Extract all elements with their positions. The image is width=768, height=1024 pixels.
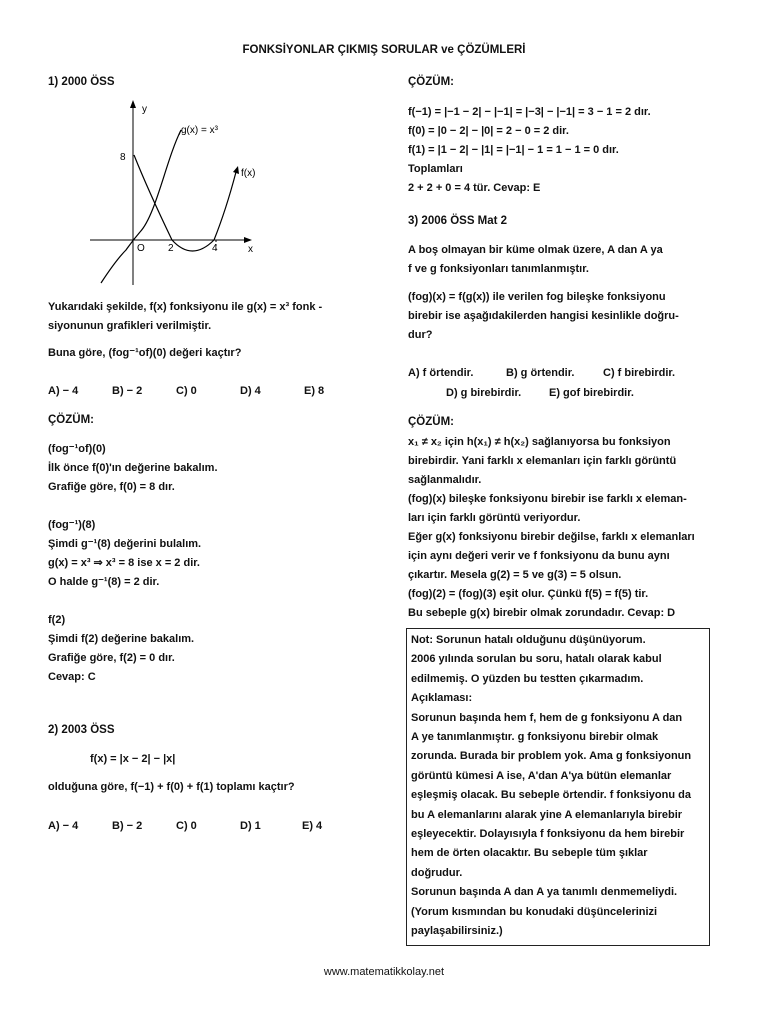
q2-solution-header: ÇÖZÜM: — [408, 76, 454, 88]
note-line: zorunda. Burada bir problem yok. Ama g fonksiyonun — [411, 750, 692, 763]
q2-opt-a: A) − 4 — [48, 820, 79, 832]
sol-line: Şimdi f(2) değerine bakalım. — [48, 633, 195, 645]
sol-line: Grafiğe göre, f(0) = 8 dır. — [48, 481, 175, 493]
f-curve — [134, 155, 236, 251]
note-line: Sorunun başında hem f, hem de g fonksiyonu A dan — [411, 711, 683, 724]
x-axis-arrow-icon — [244, 237, 252, 243]
q2-opt-e: E) 4 — [302, 820, 323, 832]
q3-text-line: A boş olmayan bir küme olmak üzere, A dan A ya — [408, 244, 663, 256]
sol-line: sağlanmalıdır. — [408, 474, 482, 486]
q3-question-line: dur? — [408, 329, 433, 341]
sol-line: (fog⁻¹)(8) — [48, 519, 96, 531]
sol-line: f(−1) = |−1 − 2| − |−1| = |−3| − |−1| = 3 − 1 = 2 dır. — [408, 106, 651, 118]
q1-header: 1) 2000 ÖSS — [48, 76, 115, 88]
sol-line: Cevap: C — [48, 671, 96, 683]
sol-line: (fog)(x) bileşke fonksiyonu birebir ise farklı x eleman- — [408, 493, 687, 505]
note-line: Sorunun başında A dan A ya tanımlı denmemeliydi. — [411, 886, 678, 899]
note-line: edilmemiş. O yüzden bu testten çıkarmadım. — [411, 672, 644, 685]
q3-header: 3) 2006 ÖSS Mat 2 — [408, 215, 508, 227]
sol-spacer — [48, 497, 368, 516]
q1-question: Buna göre, (fog⁻¹of)(0) değeri kaçtır? — [48, 347, 242, 359]
q3-opt-b: B) g örtendir. — [506, 367, 575, 379]
note-line: Not: Sorunun hatalı olduğunu düşünüyorum. — [411, 634, 646, 646]
sol-line: Bu sebeple g(x) birebir olmak zorundadır. Cevap: D — [408, 607, 676, 619]
sol-line: g(x) = x³ ⇒ x³ = 8 ise x = 2 dir. — [48, 557, 200, 569]
q3-solution-header: ÇÖZÜM: — [408, 416, 454, 428]
sol-line: f(0) = |0 − 2| − |0| = 2 − 0 = 2 dir. — [408, 125, 569, 137]
y-label: y — [142, 104, 147, 115]
q1-solution — [48, 440, 368, 687]
q2-opt-b: B) − 2 — [112, 820, 143, 832]
x-label: x — [248, 244, 253, 255]
q1-text2: siyonunun grafikleri verilmiştir. — [48, 320, 212, 332]
f-label: f(x) — [241, 168, 256, 179]
tick-8: 8 — [120, 152, 126, 163]
sol-line: x₁ ≠ x₂ için h(x₁) ≠ h(x₂) sağlanıyorsa bu fonksiyon — [408, 436, 671, 448]
q3-question-line: birebir ise aşağıdakilerden hangisi kesinlikle doğru- — [408, 310, 679, 322]
q1-graph — [86, 100, 276, 290]
note-line: A ye tanımlanmıştır. g fonksiyonu birebir olmak — [411, 731, 659, 744]
q3-opt-a: A) f örtendir. — [408, 367, 474, 379]
q3-solution — [408, 433, 748, 623]
y-axis-arrow-icon — [130, 100, 136, 108]
sol-line: İlk önce f(0)'ın değerine bakalım. — [48, 462, 218, 474]
note-line: hem de örten olacaktır. Bu sebeple tüm şıklar — [411, 847, 648, 860]
sol-line: O halde g⁻¹(8) = 2 dir. — [48, 576, 160, 588]
g-label: g(x) = x³ — [181, 125, 218, 136]
q2-question: olduğuna göre, f(−1) + f(0) + f(1) toplamı kaçtır? — [48, 781, 295, 793]
sol-line: çıkartır. Mesela g(2) = 5 ve g(3) = 5 olsun. — [408, 569, 622, 581]
sol-line: f(1) = |1 − 2| − |1| = |−1| − 1 = 1 − 1 = 0 dır. — [408, 144, 619, 156]
sol-line: (fog)(2) = (fog)(3) eşit olur. Çünkü f(5) = f(5) tir. — [408, 588, 649, 600]
note-line: paylaşabilirsiniz.) — [411, 925, 503, 938]
note-line: bu A elemanlarını alarak yine A elemanlarıyla birebir — [411, 808, 683, 821]
note-line: Açıklaması: — [411, 692, 473, 705]
q2-solution — [408, 103, 748, 198]
note-line: doğrudur. — [411, 866, 463, 879]
sol-spacer — [48, 592, 368, 611]
note-line: eşleşmiş olacak. Bu sebeple örtendir. f fonksiyonu da — [411, 789, 691, 802]
f-arrow-icon — [233, 166, 239, 174]
q1-opt-c: C) 0 — [176, 385, 197, 397]
q2-header: 2) 2003 ÖSS — [48, 724, 115, 736]
sol-line: için aynı değeri verir ve f fonksiyonu da bunu aynı — [408, 550, 670, 562]
sol-line: f(2) — [48, 614, 66, 626]
sol-line: (fog⁻¹of)(0) — [48, 443, 106, 455]
q2-formula: f(x) = |x − 2| − |x| — [90, 753, 176, 765]
q1-solution-header: ÇÖZÜM: — [48, 414, 94, 426]
tick-o: O — [137, 243, 145, 254]
note-box — [406, 628, 710, 946]
sol-line: Grafiğe göre, f(2) = 0 dır. — [48, 652, 175, 664]
note-line: 2006 yılında sorulan bu soru, hatalı olarak kabul — [411, 653, 662, 666]
q3-opt-c: C) f birebirdir. — [603, 367, 676, 379]
sol-line: ları için farklı görüntü veriyordur. — [408, 512, 581, 524]
q3-opt-e: E) gof birebirdir. — [549, 387, 634, 399]
page-title: FONKSİYONLAR ÇIKMIŞ SORULAR ve ÇÖZÜMLERİ — [242, 44, 526, 56]
q1-opt-d: D) 4 — [240, 385, 261, 397]
footer-url[interactable]: www.matematikkolay.net — [323, 966, 445, 978]
q1-opt-e: E) 8 — [304, 385, 325, 397]
note-line: eşleyecektir. Dolayısıyla f fonksiyonu da hem birebir — [411, 828, 685, 841]
q3-question-line: (fog)(x) = f(g(x)) ile verilen fog bileşke fonksiyonu — [408, 291, 666, 303]
q3-text-line: f ve g fonksiyonları tanımlanmıştır. — [408, 263, 589, 275]
sol-line: 2 + 2 + 0 = 4 tür. Cevap: E — [408, 182, 541, 194]
q1-opt-a: A) − 4 — [48, 385, 79, 397]
note-line: (Yorum kısmından bu konudaki düşüncelerinizi — [411, 905, 658, 918]
sol-line: Şimdi g⁻¹(8) değerini bulalım. — [48, 538, 202, 550]
q2-opt-d: D) 1 — [240, 820, 261, 832]
q3-opt-d: D) g birebirdir. — [446, 387, 522, 399]
sol-line: Eğer g(x) fonksiyonu birebir değilse, farklı x elemanları — [408, 531, 695, 543]
q1-opt-b: B) − 2 — [112, 385, 143, 397]
sol-line: birebirdir. Yani farklı x elemanları için farklı görüntü — [408, 455, 677, 467]
tick-2: 2 — [168, 243, 174, 254]
note-line: görüntü kümesi A ise, A'dan A'ya bütün elemanlar — [411, 769, 672, 782]
tick-4: 4 — [212, 243, 218, 254]
q1-text1: Yukarıdaki şekilde, f(x) fonksiyonu ile g(x) = x³ fonk - — [48, 301, 323, 313]
g-curve — [101, 130, 181, 283]
q2-opt-c: C) 0 — [176, 820, 197, 832]
sol-line: Toplamları — [408, 163, 463, 175]
